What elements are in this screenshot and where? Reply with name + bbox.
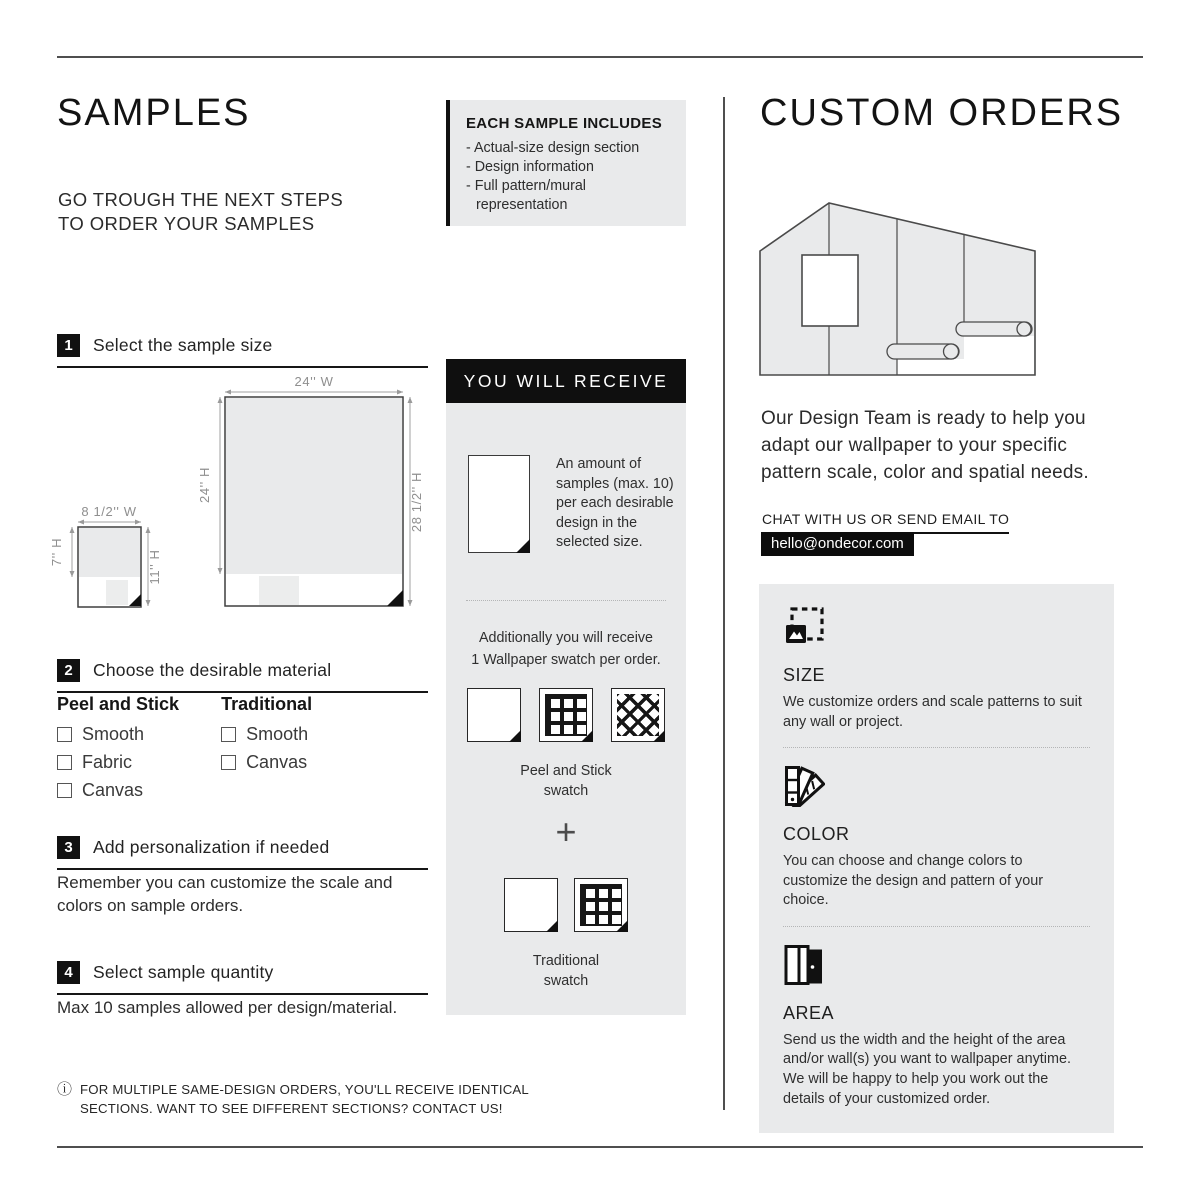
samples-subtitle-line2: TO ORDER YOUR SAMPLES (58, 213, 315, 235)
feature-color-title: COLOR (783, 824, 850, 845)
feature-area-title: AREA (783, 1002, 835, 1023)
step-4-label: Select sample quantity (93, 962, 274, 982)
peel-swatch-label-line1: Peel and Stick (520, 763, 612, 779)
blank-swatch-icon (467, 688, 521, 742)
option-peel-fabric[interactable] (57, 752, 179, 773)
peel-swatch-label (446, 761, 686, 801)
sample-amount-row (468, 455, 684, 553)
includes-item: - Full pattern/mural representation (466, 178, 586, 213)
large-sheet-pattern-area (226, 398, 402, 574)
wallpaper-roll-icon (887, 344, 959, 359)
peel-and-stick-heading: Peel and Stick (57, 694, 180, 714)
dimension-label-11h: 11'' H (147, 549, 162, 585)
top-rule (57, 56, 1143, 58)
sample-sheet-icon (468, 455, 530, 553)
chat-with-us-label: CHAT WITH US OR SEND EMAIL TO (762, 511, 1009, 534)
feature-color-text: You can choose and change colors to customize the design and pattern of your choice. (783, 853, 1043, 909)
each-sample-includes-box (450, 100, 686, 226)
checkbox-icon[interactable] (57, 783, 72, 798)
step-4-header (57, 961, 428, 995)
blank-swatch-icon (504, 878, 558, 932)
material-column-traditional (221, 694, 312, 801)
feature-separator (783, 747, 1090, 748)
feature-size-text: We customize orders and scale patterns to suit any wall or project. (783, 694, 1082, 730)
dimension-label-7h: 7'' H (49, 537, 64, 567)
wallpaper-roll-icon (956, 322, 1032, 336)
option-trad-smooth[interactable] (221, 724, 312, 745)
custom-orders-title: CUSTOM ORDERS (760, 92, 1124, 134)
wall-panels-icon (783, 944, 825, 986)
you-will-receive-panel (446, 403, 686, 1015)
panel-separator (466, 600, 666, 601)
peel-swatch-label-line2: swatch (543, 783, 589, 799)
option-label: Smooth (246, 724, 309, 744)
peel-swatch-row (446, 688, 686, 742)
option-label: Canvas (246, 752, 308, 772)
customization-features-box (759, 584, 1114, 1133)
samples-title: SAMPLES (57, 92, 251, 134)
small-sheet-inner-swatch (106, 580, 128, 605)
image-size-icon (783, 606, 825, 648)
checkbox-icon[interactable] (57, 755, 72, 770)
footnote (57, 1080, 529, 1118)
sample-size-diagram (40, 375, 430, 615)
step-1-header (57, 334, 428, 368)
option-label: Canvas (82, 780, 144, 800)
material-options (57, 694, 312, 801)
traditional-heading: Traditional (221, 694, 313, 714)
grid-pattern (580, 884, 622, 926)
traditional-swatch-label-line1: Traditional (532, 953, 600, 969)
grid-pattern (545, 694, 587, 736)
includes-title: EACH SAMPLE INCLUDES (466, 115, 663, 132)
info-icon: ⓘ (57, 1081, 73, 1098)
samples-subtitle-line1: GO TROUGH THE NEXT STEPS (58, 189, 344, 210)
option-label: Smooth (82, 724, 145, 744)
dimension-label-24w: 24'' W (294, 375, 334, 389)
crosshatch-pattern (617, 694, 659, 736)
crosshatch-swatch-icon (611, 688, 665, 742)
swatchbook-icon (783, 765, 825, 807)
dimension-label-24h: 24'' H (197, 466, 212, 504)
includes-item: - Design information (466, 159, 594, 175)
dimension-label-28h: 28 1/2'' H (409, 471, 424, 533)
footnote-line2: SECTIONS. WANT TO SEE DIFFERENT SECTIONS? CONTACT US! (80, 1101, 503, 1117)
small-sheet-pattern-area (79, 528, 140, 577)
grid-swatch-icon (574, 878, 628, 932)
option-label: Fabric (82, 752, 133, 772)
additional-note-line1: Additionally you will receive (478, 630, 654, 646)
column-divider (723, 97, 725, 1110)
step-3-number: 3 (57, 836, 80, 859)
traditional-swatch-row (446, 878, 686, 932)
feature-area-text: Send us the width and the height of the area and/or wall(s) you want to wallpaper anytime. We will be happy to help you work out the details of your customized order. (783, 1031, 1071, 1107)
checkbox-icon[interactable] (221, 755, 236, 770)
wallpapered-wall-illustration (757, 195, 1041, 383)
you-will-receive-header: YOU WILL RECEIVE (446, 359, 686, 403)
large-sheet-inner-swatch (259, 576, 299, 605)
step-4-number: 4 (57, 961, 80, 984)
option-trad-canvas[interactable] (221, 752, 312, 773)
sample-amount-text: An amount of samples (max. 10) per each desirable design in the selected size. (556, 456, 674, 551)
footnote-line1: FOR MULTIPLE SAME-DESIGN ORDERS, YOU'LL RECEIVE IDENTICAL (80, 1082, 529, 1097)
design-team-intro: Our Design Team is ready to help you adapt our wallpaper to your specific pattern scale, color and spatial needs. (761, 408, 1089, 483)
grid-swatch-icon (539, 688, 593, 742)
checkbox-icon[interactable] (57, 727, 72, 742)
option-peel-canvas[interactable] (57, 780, 179, 801)
bottom-rule (57, 1146, 1143, 1148)
feature-size-title: SIZE (783, 665, 826, 685)
additional-swatch-note (446, 628, 686, 671)
additional-note-line2: 1 Wallpaper swatch per order. (471, 651, 661, 668)
step-3-header (57, 836, 428, 870)
step-3-description: Remember you can customize the scale and colors on sample orders. (57, 873, 393, 916)
plus-separator: + (555, 811, 577, 852)
window (802, 255, 858, 326)
step-1-number: 1 (57, 334, 80, 357)
samples-subtitle (58, 188, 343, 237)
dimension-label-8w: 8 1/2'' W (81, 504, 137, 519)
step-2-number: 2 (57, 659, 80, 682)
step-1-label: Select the sample size (93, 335, 273, 355)
material-column-peel-and-stick (57, 694, 179, 801)
step-2-header (57, 659, 428, 693)
traditional-swatch-label-line2: swatch (543, 973, 589, 989)
step-3-label: Add personalization if needed (93, 837, 330, 857)
feature-separator (783, 926, 1090, 927)
includes-item: - Actual-size design section (466, 140, 640, 156)
option-peel-smooth[interactable] (57, 724, 179, 745)
step-4-description: Max 10 samples allowed per design/material. (57, 998, 398, 1017)
traditional-swatch-label (446, 951, 686, 991)
step-2-label: Choose the desirable material (93, 660, 332, 680)
email-link[interactable]: hello@ondecor.com (761, 532, 914, 556)
checkbox-icon[interactable] (221, 727, 236, 742)
